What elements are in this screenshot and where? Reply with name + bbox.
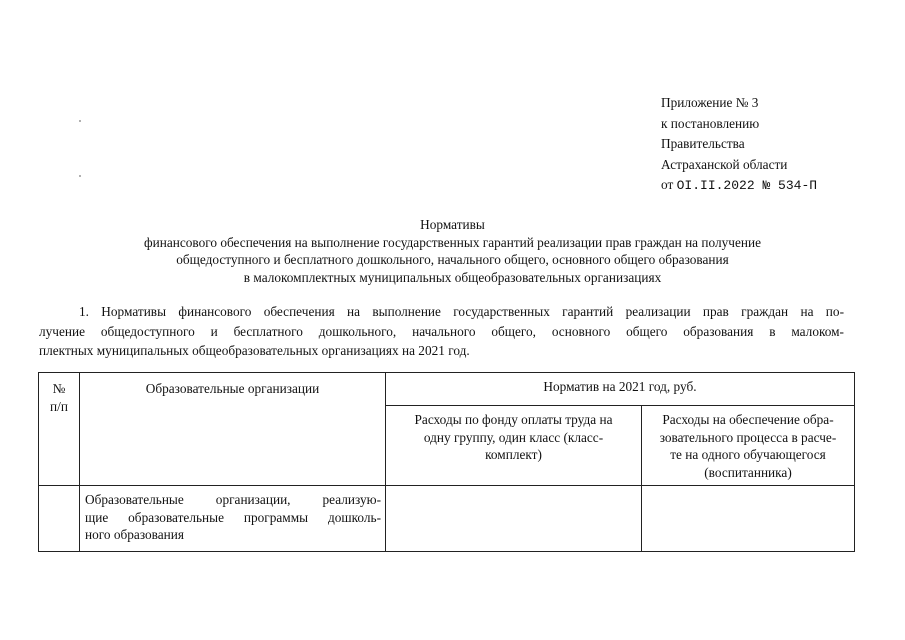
- row-payroll-cell: [386, 486, 642, 552]
- row-org-line: Образовательные организации, реализую-: [85, 492, 381, 507]
- scan-speck: [79, 120, 81, 122]
- header-payroll-line: комплект): [485, 447, 542, 462]
- title-heading: Нормативы: [420, 217, 485, 232]
- appendix-line: Правительства: [661, 136, 745, 151]
- header-payroll-line: одну группу, один класс (класс-: [423, 429, 604, 445]
- title-line: в малокомплектных муниципальных общеобразовательных организациях: [243, 269, 662, 285]
- table-row: [39, 486, 855, 552]
- title-line: общедоступного и бесплатного дошкольного, начального общего, основного общего образования: [176, 252, 729, 268]
- paragraph-line: плектных муниципальных общеобразовательных организациях на 2021 год.: [39, 343, 470, 358]
- title-line: финансового обеспечения на выполнение государственных гарантий реализации прав граждан на получение: [143, 234, 762, 250]
- header-org-cell: Образовательные организации: [80, 373, 386, 486]
- document-title: [40, 216, 865, 286]
- table-header-row: [39, 373, 855, 406]
- row-org-line: щие образовательные программы дошколь-: [85, 509, 381, 525]
- row-num-cell: [39, 486, 80, 552]
- row-org-cell: [80, 486, 386, 552]
- row-org-line: ного образования: [85, 527, 184, 542]
- appendix-block: [661, 93, 817, 197]
- header-payroll-cell: [386, 406, 642, 486]
- row-process-cell: [642, 486, 855, 552]
- header-process-line: зовательного процесса в расче-: [659, 429, 837, 445]
- norms-table: [38, 372, 855, 552]
- scan-speck: [79, 175, 81, 177]
- header-norm-cell: Норматив на 2021 год, руб.: [386, 373, 855, 406]
- appendix-date-line: [661, 175, 817, 197]
- header-num-cell: [39, 373, 80, 486]
- header-process-cell: [642, 406, 855, 486]
- intro-paragraph: [39, 302, 844, 361]
- header-process-line: (воспитанника): [704, 464, 792, 480]
- header-process-line: те на одного обучающегося: [670, 447, 826, 462]
- header-num-symbol: №: [52, 381, 66, 396]
- appendix-line: Приложение № 3: [661, 95, 759, 110]
- appendix-line: к постановлению: [661, 115, 760, 131]
- paragraph-line: лучение общедоступного и бесплатного дошкольного, начального общего, основного общего образования в малоком-: [39, 323, 844, 339]
- header-payroll-line: Расходы по фонду оплаты труда на: [414, 412, 613, 427]
- paragraph-line: 1. Нормативы финансового обеспечения на выполнение государственных гарантий реализации прав граждан на по-: [79, 304, 844, 319]
- header-process-line: Расходы на обеспечение обра-: [662, 412, 834, 427]
- appendix-date-value: OI.II.2022 № 534-П: [676, 178, 818, 193]
- appendix-line: Астраханской области: [661, 156, 788, 172]
- appendix-date-prefix: от: [661, 177, 674, 192]
- header-num-abbr: п/п: [50, 398, 68, 414]
